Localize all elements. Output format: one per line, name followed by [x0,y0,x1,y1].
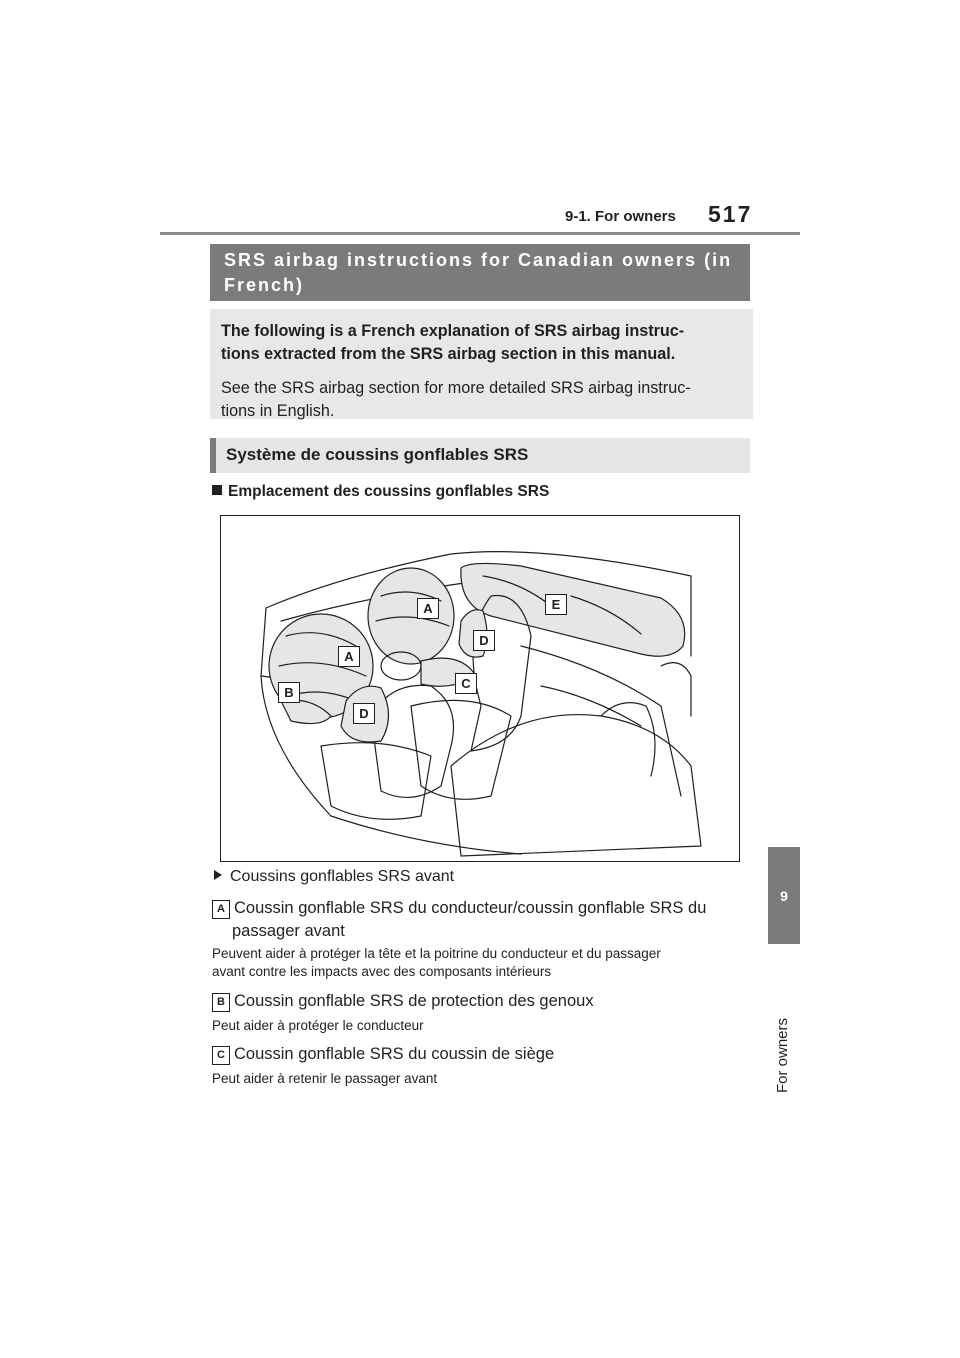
item-b-description: Peut aider à protéger le conducteur [212,1018,424,1033]
letter-badge-c: C [212,1046,230,1065]
intro-normal-line2: tions in English. [221,402,335,420]
letter-badge-b: B [212,993,230,1012]
intro-box [210,309,753,419]
list-item-c [212,1043,747,1066]
label-a-passenger: A [417,598,439,619]
item-c-description: Peut aider à retenir le passager avant [212,1071,438,1086]
square-bullet-icon [212,485,222,495]
item-a-desc-line1: Peuvent aider à protéger la tête et la poitrine du conducteur et du passager [212,946,661,961]
item-a-desc-line2: avant contre les impacts avec des composants intérieurs [212,964,552,979]
chapter-number: 9 [780,887,788,904]
chapter-side-label [772,960,796,1110]
label-b: B [278,682,300,703]
group-title [214,868,454,886]
subheading [212,483,549,501]
label-d-passenger: D [473,630,495,651]
list-item-a [212,897,747,943]
item-c-title: Coussin gonflable SRS du coussin de siège [234,1045,555,1063]
item-a-title-line2: passager avant [232,922,345,940]
chapter-tab[interactable] [768,847,800,944]
airbag-location-figure [220,515,740,862]
page-number: 517 [708,201,753,227]
label-e: E [545,594,567,615]
header-divider [160,232,800,235]
chapter-label-text: For owners [774,1017,791,1093]
letter-badge-a: A [212,900,230,919]
intro-normal-line1: See the SRS airbag section for more detailed SRS airbag instruc- [221,379,691,397]
arrow-bullet-icon [214,870,222,880]
section-header: Système de coussins gonflables SRS [210,438,750,473]
label-c: C [455,673,477,694]
banner-title-line2: French) [224,275,305,295]
label-d-driver: D [353,703,375,724]
item-a-title-line1: Coussin gonflable SRS du conducteur/coussin gonflable SRS du [234,899,707,917]
item-b-title: Coussin gonflable SRS de protection des genoux [234,992,594,1010]
label-a-driver: A [338,646,360,667]
group-title-text: Coussins gonflables SRS avant [230,868,455,885]
subheading-text: Emplacement des coussins gonflables SRS [228,483,550,500]
item-a-description [212,945,747,981]
intro-bold-line1: The following is a French explanation of SRS airbag instruc- [221,322,685,340]
section-title: 9-1. For owners [565,208,676,225]
list-item-b [212,990,747,1013]
intro-bold-line2: tions extracted from the SRS airbag section in this manual. [221,345,676,363]
banner-title-line1: SRS airbag instructions for Canadian owners (in [224,250,733,270]
topic-banner [210,244,750,301]
